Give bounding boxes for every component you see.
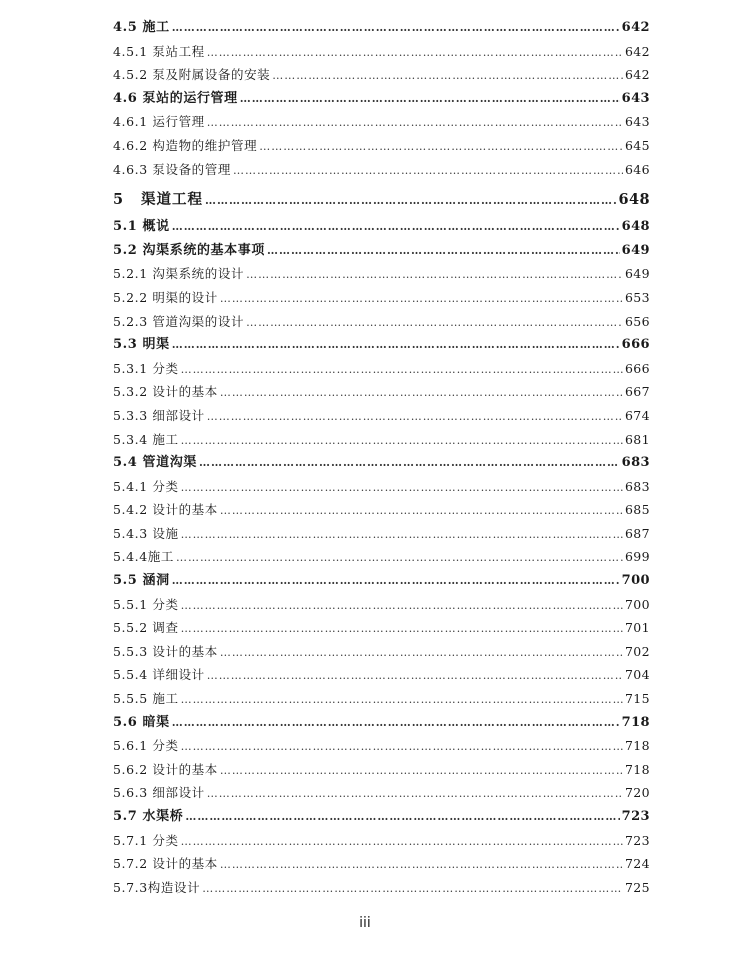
dot-leader <box>181 830 623 854</box>
table-of-contents <box>113 16 650 899</box>
toc-entry-title: 5.5.1 分类 <box>113 596 179 612</box>
dot-leader <box>181 617 623 641</box>
dot-leader <box>181 476 623 500</box>
toc-entry-page: 666 <box>621 337 650 353</box>
toc-entry-page: 666 <box>624 360 650 376</box>
toc-entry-title: 5.4.3 设施 <box>113 525 179 541</box>
toc-entry-title: 4.6.1 运行管理 <box>113 114 205 130</box>
dot-leader <box>181 735 623 759</box>
toc-entry-title: 5.5.5 施工 <box>113 691 179 707</box>
toc-entry-title: 5.6.3 细部设计 <box>113 785 205 801</box>
dot-leader <box>172 333 620 357</box>
toc-entry-page: 649 <box>624 266 650 282</box>
toc-entry-title: 5.5 涵洞 <box>113 573 170 589</box>
toc-section-entry[interactable] <box>113 569 650 593</box>
toc-subsection-entry[interactable] <box>113 616 650 640</box>
dot-leader <box>240 87 620 111</box>
toc-entry-page: 643 <box>621 90 650 106</box>
dot-leader <box>181 358 623 382</box>
toc-entry-title: 5.3.4 施工 <box>113 431 179 447</box>
toc-entry-title: 5.2.3 管道沟渠的设计 <box>113 313 245 329</box>
toc-subsection-entry[interactable] <box>113 380 650 404</box>
toc-entry-page: 718 <box>621 714 650 730</box>
toc-entry-title: 4.6 泵站的运行管理 <box>113 90 238 106</box>
toc-subsection-entry[interactable] <box>113 852 650 876</box>
toc-entry-page: 674 <box>624 407 650 423</box>
toc-entry-page: 685 <box>624 502 650 518</box>
toc-entry-page: 715 <box>624 691 650 707</box>
dot-leader <box>220 287 623 311</box>
toc-subsection-entry[interactable] <box>113 687 650 711</box>
toc-entry-title: 5.3.2 设计的基本 <box>113 384 218 400</box>
dot-leader <box>176 546 623 570</box>
toc-subsection-entry[interactable] <box>113 428 650 452</box>
toc-subsection-entry[interactable] <box>113 404 650 428</box>
toc-entry-page: 700 <box>621 573 650 589</box>
toc-chapter-number: 5 <box>113 191 125 209</box>
toc-subsection-entry[interactable] <box>113 110 650 134</box>
toc-entry-page: 699 <box>624 549 650 565</box>
toc-subsection-entry[interactable] <box>113 734 650 758</box>
toc-entry-title: 5.4.2 设计的基本 <box>113 502 218 518</box>
dot-leader <box>207 405 623 429</box>
toc-entry-title <box>113 181 203 219</box>
toc-entry-page: 681 <box>624 431 650 447</box>
toc-entry-title: 5.6 暗渠 <box>113 714 170 730</box>
dot-leader <box>259 135 623 159</box>
toc-section-entry[interactable] <box>113 16 650 40</box>
toc-entry-page: 642 <box>624 67 650 83</box>
toc-entry-page: 700 <box>624 596 650 612</box>
dot-leader <box>246 263 623 287</box>
toc-entry-title: 5.3.3 细部设计 <box>113 407 205 423</box>
toc-section-entry[interactable] <box>113 87 650 111</box>
toc-subsection-entry[interactable] <box>113 262 650 286</box>
toc-entry-title: 5.3 明渠 <box>113 337 170 353</box>
toc-entry-page: 642 <box>624 43 650 59</box>
dot-leader <box>181 523 623 547</box>
toc-entry-page: 683 <box>621 455 650 471</box>
toc-section-entry[interactable] <box>113 239 650 263</box>
toc-entry-title: 5.2.1 沟渠系统的设计 <box>113 266 245 282</box>
dot-leader <box>207 782 623 806</box>
toc-entry-title: 5.4.4施工 <box>113 549 175 565</box>
dot-leader <box>202 877 623 901</box>
dot-leader <box>199 451 620 475</box>
toc-subsection-entry[interactable] <box>113 758 650 782</box>
toc-section-entry[interactable] <box>113 711 650 735</box>
dot-leader <box>181 429 623 453</box>
toc-entry-title: 5.6.1 分类 <box>113 738 179 754</box>
dot-leader <box>220 853 623 877</box>
dot-leader <box>181 688 623 712</box>
toc-entry-title: 5.4.1 分类 <box>113 478 179 494</box>
toc-section-entry[interactable] <box>113 333 650 357</box>
toc-subsection-entry[interactable] <box>113 310 650 334</box>
toc-section-entry[interactable] <box>113 451 650 475</box>
dot-leader <box>185 805 619 829</box>
dot-leader <box>207 664 623 688</box>
toc-subsection-entry[interactable] <box>113 498 650 522</box>
toc-entry-title: 5.1 概说 <box>113 219 170 235</box>
toc-entry-page: 720 <box>624 785 650 801</box>
toc-entry-page: 646 <box>624 161 650 177</box>
toc-section-entry[interactable] <box>113 215 650 239</box>
toc-entry-page: 704 <box>624 667 650 683</box>
toc-entry-page: 653 <box>624 289 650 305</box>
toc-subsection-entry[interactable] <box>113 522 650 546</box>
toc-entry-title: 5.4 管道沟渠 <box>113 455 197 471</box>
toc-subsection-entry[interactable] <box>113 286 650 310</box>
toc-subsection-entry[interactable] <box>113 829 650 853</box>
dot-leader <box>172 215 620 239</box>
toc-entry-title: 5.3.1 分类 <box>113 360 179 376</box>
toc-subsection-entry[interactable] <box>113 40 650 64</box>
toc-entry-title: 5.6.2 设计的基本 <box>113 761 218 777</box>
toc-entry-page: 648 <box>618 191 650 209</box>
toc-subsection-entry[interactable] <box>113 593 650 617</box>
toc-entry-page: 718 <box>624 761 650 777</box>
toc-chapter-title: 渠道工程 <box>141 191 203 209</box>
toc-entry-title: 5.2 沟渠系统的基本事项 <box>113 242 265 258</box>
toc-entry-title: 5.7.3构造设计 <box>113 879 201 895</box>
toc-entry-page: 725 <box>624 879 650 895</box>
toc-entry-title: 4.5.2 泵及附属设备的安装 <box>113 67 271 83</box>
toc-entry-title: 4.5.1 泵站工程 <box>113 43 205 59</box>
toc-entry-page: 723 <box>621 809 650 824</box>
toc-entry-page: 649 <box>621 242 650 258</box>
toc-entry-page: 718 <box>624 738 650 754</box>
dot-leader <box>207 41 623 65</box>
toc-subsection-entry[interactable] <box>113 545 650 569</box>
toc-entry-page: 723 <box>624 832 650 848</box>
toc-entry-page: 643 <box>624 114 650 130</box>
toc-subsection-entry[interactable] <box>113 475 650 499</box>
dot-leader <box>172 569 620 593</box>
toc-entry-page: 701 <box>624 620 650 636</box>
toc-subsection-entry[interactable] <box>113 663 650 687</box>
page-number: iii <box>359 915 371 931</box>
dot-leader <box>181 594 623 618</box>
dot-leader <box>246 311 623 335</box>
toc-entry-page: 683 <box>624 478 650 494</box>
dot-leader <box>220 381 623 405</box>
toc-subsection-entry[interactable] <box>113 63 650 87</box>
toc-chapter-entry[interactable] <box>113 181 650 215</box>
toc-subsection-entry[interactable] <box>113 134 650 158</box>
toc-subsection-entry[interactable] <box>113 158 650 182</box>
toc-entry-page: 642 <box>621 20 650 35</box>
toc-entry-page: 687 <box>624 525 650 541</box>
toc-entry-page: 702 <box>624 643 650 659</box>
toc-entry-title: 4.6.3 泵设备的管理 <box>113 161 231 177</box>
toc-subsection-entry[interactable] <box>113 357 650 381</box>
toc-entry-title: 5.5.3 设计的基本 <box>113 643 218 659</box>
toc-entry-title: 4.5 施工 <box>113 20 170 35</box>
toc-subsection-entry[interactable] <box>113 876 650 900</box>
toc-entry-page: 724 <box>624 856 650 872</box>
toc-entry-title: 5.5.4 详细设计 <box>113 667 205 683</box>
dot-leader <box>220 759 623 783</box>
toc-entry-title: 4.6.2 构造物的维护管理 <box>113 137 258 153</box>
toc-entry-title: 5.7.1 分类 <box>113 832 179 848</box>
dot-leader <box>220 641 623 665</box>
toc-entry-page: 656 <box>624 313 650 329</box>
dot-leader <box>220 499 623 523</box>
toc-entry-title: 5.7.2 设计的基本 <box>113 856 218 872</box>
toc-entry-page: 648 <box>621 219 650 235</box>
toc-entry-title: 5.2.2 明渠的设计 <box>113 289 218 305</box>
dot-leader <box>207 111 623 135</box>
dot-leader <box>233 159 623 183</box>
dot-leader <box>172 16 620 40</box>
toc-entry-title: 5.5.2 调查 <box>113 620 179 636</box>
toc-section-entry[interactable] <box>113 805 650 829</box>
dot-leader <box>267 239 620 263</box>
toc-entry-page: 667 <box>624 384 650 400</box>
dot-leader <box>172 711 620 735</box>
toc-entry-page: 645 <box>624 137 650 153</box>
dot-leader <box>272 64 623 88</box>
toc-entry-title: 5.7 水渠桥 <box>113 809 184 824</box>
toc-subsection-entry[interactable] <box>113 640 650 664</box>
toc-subsection-entry[interactable] <box>113 781 650 805</box>
